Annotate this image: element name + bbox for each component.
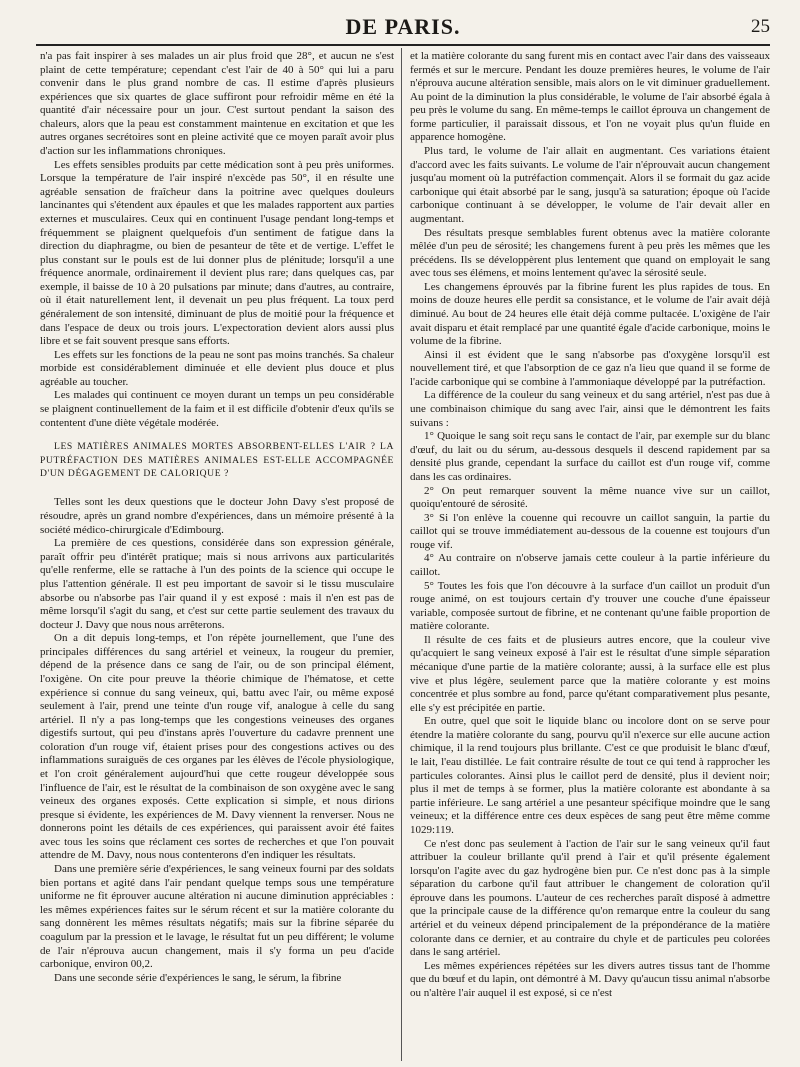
column-divider xyxy=(401,48,402,1061)
paragraph: 1° Quoique le sang soit reçu sans le contact de l'air, par exemple sur du blanc d'œuf, du lait ou du sérum, au-dessous desquels il descend rapidement par sa densité plus grande, cependant la surface du caillot est d'un rouge vif, comme dans les cas ordinaires. xyxy=(410,430,770,483)
paragraph: En outre, quel que soit le liquide blanc ou incolore dont on se serve pour étendre la matière colorante du sang, pourvu qu'il n'exerce sur elle aucune action chimique, il la rend toujours plus brillante. C'est ce que produisit le blanc d'œuf, le lait, l'eau distillée. Le fait contraire résulte de tout ce qui tend à rapprocher les particules colorantes. Ainsi plus le caillot perd de densité, plus il devient noir; plus il met de temps à se former, plus la matière colorante est abondante à sa partie inférieure. Le sang artériel a une pesanteur spécifique moindre que le sang veineux; et la différence entre ces deux espèces de sang peut être même comme 1029:119. xyxy=(410,715,770,836)
paragraph: On a dit depuis long-temps, et l'on répète journellement, que l'une des principales différences du sang artériel et veineux, la rougeur du premier, dépend de la présence dans ce sang de l'air, ou de son principal élément, l'oxigène. On cite pour preuve la théorie chimique de l'hématose, et cette expérience si connue du sang veineux, qui, battu avec l'air, ou même exposé seulement à l'air, prend une teinte d'un rouge vif, analogue à celle du sang artériel. Il n'y a pas long-temps que les congestions veineuses des organes digestifs surtout, qui peu d'instans après l'ouverture du cadavre prennent une coloration d'un rouge vif, étaient prises pour des congestions actives ou des inflammations suraiguës de ces organes par les élèves de l'école physiologique, et l'on croit généralement aujourd'hui que cette rougeur développée sous l'influence de l'air, est le résultat de la combinaison de son oxygène avec le sang veineux des organes exposés. Cette explication si simple, et nous dirions presque si évidente, les expériences de M. Davy viennent la renverser. Nous ne donnerons point les détails de ces expériences, qui paraissent avoir été faites avec tous les soins que réclament ces sortes de recherches et que l'on pouvait attendre de M. Davy, nous nous contenterons d'en indiquer les résultats. xyxy=(40,632,394,862)
right-column xyxy=(410,50,770,1061)
paragraph: 5° Toutes les fois que l'on découvre à la surface d'un caillot un produit d'un rouge animé, on est toujours certain d'y trouver une couche d'une épaisseur variable, composée surtout de fibrine, et ne contenant qu'une faible proportion de matière colorante. xyxy=(410,579,770,633)
paragraph: Les effets sur les fonctions de la peau ne sont pas moins tranchés. Sa chaleur morbide est considérablement diminuée et elle devient plus douce et plus agréable au toucher. xyxy=(40,348,394,388)
paragraph: Les mêmes expériences répétées sur les divers autres tissus tant de l'homme que du bœuf et du lapin, ont démontré à M. Davy qu'aucun tissu animal n'absorbe ou n'altère l'air auquel il est exposé, si ce n'est xyxy=(410,959,770,999)
paragraph: Les malades qui continuent ce moyen durant un temps un peu considérable se plaignent continuellement de la faim et il est difficile d'obtenir d'eux qu'ils se contentent d'une diète végétale modérée. xyxy=(40,389,394,429)
paragraph: 4° Au contraire on n'observe jamais cette couleur à la partie inférieure du caillot. xyxy=(410,552,770,578)
paragraph: n'a pas fait inspirer à ses malades un air plus froid que 28°, et aucun ne s'est plaint de cette température; cependant c'est l'air de 40 à 50° qui lui a paru convenir dans le plus grand nombre de cas. Il estime d'après plusieurs expériences que six quartes de glace suffiront pour refroidir même en été la quantité d'air nécessaire pour un jour. C'est surtout pendant la saison des chaleurs, alors que la peau est constamment maintenue en excitation et que les autres organes secrétoires sont en pleine activité que ce moyen paraît avoir plus d'action sur les inflammations chroniques. xyxy=(40,50,394,158)
paragraph: Des résultats presque semblables furent obtenus avec la matière colorante mêlée d'un peu de sérosité; les changemens furent à peu près les mêmes que les précédens. Ils se développèrent plus lentement que quand on employait le sang avec tous ses élémens, et moins lentement qu'avec la sérosité seule. xyxy=(410,226,770,280)
header-rule xyxy=(36,44,770,46)
paragraph: Les changemens éprouvés par la fibrine furent les plus rapides de tous. En moins de douze heures elle perdit sa consistance, et le volume de l'air avait déjà diminué. Au bout de 24 heures elle était déjà comme pultacée. L'oxigène de l'air avait disparu et était remplacé par une quantité égale d'acide carbonique, moins le volume de la fibrine. xyxy=(410,280,770,348)
paragraph: Il résulte de ces faits et de plusieurs autres encore, que la couleur vive qu'acquiert le sang veineux exposé à l'air est le résultat d'une simple séparation mécanique d'une partie de la matière colorante; aussi, à la surface elle est plus vive et plus légère, seulement parce que la matière colorante y est moins concentrée et plus sombre au fond, parce qu'étant comparativement plus pesante, elle s'y est précipitée en partie. xyxy=(410,633,770,714)
paragraph: Dans une seconde série d'expériences le sang, le sérum, la fibrine xyxy=(54,971,342,984)
running-title: DE PARIS. xyxy=(345,14,461,39)
page-header xyxy=(36,14,770,44)
paragraph: Les effets sensibles produits par cette médication sont à peu près uniformes. Lorsque la température de l'air inspiré n'excède pas 50°, il en résulte une agréable sensation de fraîcheur dans la poitrine avec quelques douleurs lancinantes qui s'étendent aux épaules et que les malades rapportent aux parties externes et musculaires. Ceux qui en continuent l'usage pendant long-temps et fréquemment se plaignent quelquefois d'un sentiment de fatigue dans la direction du diaphragme, ou bien de pesanteur de tête et de vertige. L'effet le plus constant sur le pouls est de lui donner plus de plénitude; lorsqu'il a une fréquence anormale, ordinairement il devient plus rare; dans quelques cas, par exemple, il baisse de 10 à 20 pulsations par minute; dans d'autres, au contraire, où il était naturellement lent, il devenait un peu plus fréquent. La toux perd généralement de son intensité, diminuant de plus de moitié pour la fréquence et dans l'espace de deux ou trois jours. L'expectoration devient alors aussi plus libre et se fait souvent presque sans efforts. xyxy=(40,158,394,348)
paragraph: 3° Si l'on enlève la couenne qui recouvre un caillot sanguin, la partie du caillot qui se trouve immédiatement au-dessous de la couenne est toujours d'un rouge vif. xyxy=(410,511,770,551)
left-column xyxy=(40,50,394,1061)
section-heading: LES MATIÈRES ANIMALES MORTES ABSORBENT-ELLES L'AIR ? LA PUTRÉFACTION DES MATIÈRES ANIMALES EST-ELLE ACCOMPAGNÉE D'UN DÉGAGEMENT DE CALORIQUE ? xyxy=(40,441,394,480)
paragraph: La différence de la couleur du sang veineux et du sang artériel, n'est pas due à une combinaison chimique du sang avec l'air, ainsi que le démontrent les faits suivans : xyxy=(410,389,770,429)
paragraph: Ce n'est donc pas seulement à l'action de l'air sur le sang veineux qu'il faut attribuer la couleur brillante qu'il prend à l'air et qu'il présente également lorsqu'on l'agite avec du gaz hydrogène bien pur. Ce n'est donc pas à la simple séparation du carbone qu'il faut attribuer le changement de coloration qu'il éprouve dans les poumons. L'auteur de ces recherches paraît disposé à admettre que la principale cause de la différence qu'on remarque entre la couleur du sang artériel et du veineux dépend principalement de la prépondérance de la matière colorante dans ce dernier, et au contraire du chyle et de particules peu colorées dans le sang artériel. xyxy=(410,837,770,959)
paragraph: Dans une première série d'expériences, le sang veineux fourni par des soldats bien portans et agité dans l'air pendant quelque temps sous une température uniforme ne fit éprouver aucune altération ni aucune diminution appréciables : les mêmes expériences faites sur le sérum récent et sur la matière colorante du sang donnèrent les mêmes résultats négatifs; mais sur la fibrine séparée du coagulum par la pression et le lavage, le résultat fut un peu différent; le volume de l'air n'éprouva aucun changement, mais il s'y forma un peu d'acide carbonique, environ 00,2. xyxy=(40,863,394,971)
paragraph: 2° On peut remarquer souvent la même nuance vive sur un caillot, quoiqu'entouré de sérosité. xyxy=(410,484,770,511)
paragraph: Plus tard, le volume de l'air allait en augmentant. Ces variations étaient d'accord avec les faits suivants. Le volume de l'air n'éprouvait aucun changement jusqu'au moment où la putréfaction commençait. Alors il se formait du gaz acide carbonique qui était absorbé par le sang, jusqu'à sa saturation; époque où l'acide carbonique continuant à se développer, le volume de l'air devait aller en augmentant. xyxy=(410,145,770,225)
paragraph: Telles sont les deux questions que le docteur John Davy s'est proposé de résoudre, après un grand nombre d'expériences, dans un mémoire présenté à la société médico-chirurgicale d'Edimbourg. xyxy=(40,496,394,536)
page-number: 25 xyxy=(751,16,770,37)
paragraph: La première de ces questions, considérée dans son expression générale, paraît offrir peu d'intérêt pratique; mais si nous arrivons aux particularités qu'elle renferme, elle se rattache à l'un des points de la science qui occupe le plus l'attention générale. Il est peu important de savoir si le tissu musculaire absorbe ou n'absorbe pas l'air quand il y est exposé : mais il n'en est pas de même lorsqu'il s'agit du sang, et c'est sur cette partie seulement des travaux du docteur J. Davy que nous nous arrêterons. xyxy=(40,537,394,631)
paragraph: et la matière colorante du sang furent mis en contact avec l'air dans des vaisseaux fermés et sur le mercure. Pendant les douze premières heures, le volume de l'air n'éprouva aucune altération sensible, mais alors on le vit diminuer graduellement. Au point de la diminution la plus considérable, le volume de l'air absorbé égala à peu près le volume du sang. En même-temps le caillot éprouva un changement de forme particulier, il paraissait dissous, et l'on ne voyait plus qu'un fluide en apparence homogène. xyxy=(410,50,770,144)
paragraph: Ainsi il est évident que le sang n'absorbe pas d'oxygène lorsqu'il est nouvellement tiré, et que l'absorption de ce gaz n'a lieu que quand il se forme de l'acide carbonique qui se combine à l'ammoniaque développé par la putréfaction. xyxy=(410,348,770,388)
